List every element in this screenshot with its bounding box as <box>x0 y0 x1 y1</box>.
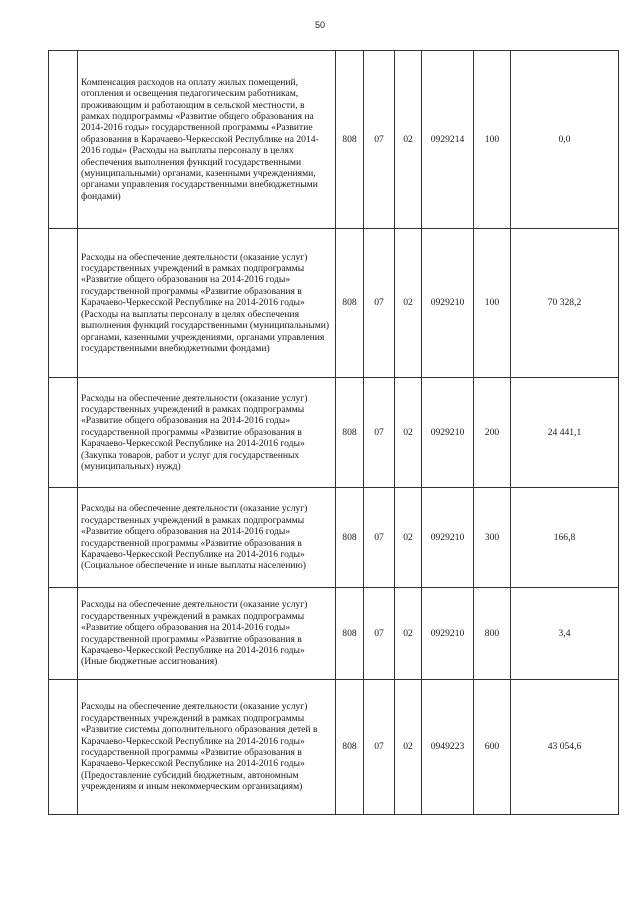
blank-cell <box>49 378 78 488</box>
table-row <box>49 378 619 488</box>
target-article-cell: 0929210 <box>422 229 474 378</box>
ministry-code-cell: 808 <box>336 378 364 488</box>
section-code-cell: 07 <box>364 680 395 815</box>
amount-cell: 3,4 <box>511 588 619 680</box>
section-code-cell: 07 <box>364 51 395 229</box>
ministry-code-cell: 808 <box>336 488 364 588</box>
expense-type-cell: 100 <box>474 51 511 229</box>
table-row <box>49 51 619 229</box>
section-code-cell: 07 <box>364 229 395 378</box>
ministry-code-cell: 808 <box>336 51 364 229</box>
description-cell: Расходы на обеспечение деятельности (оказание услуг) государственных учреждений в рамках подпрограммы «Развитие системы дополнительного образования детей в Карачаево-Черкесской Республике на 2014-2016 годы» государственной программы «Развитие образования в Карачаево-Черкесской Республике на 2014-2016 годы» (Предоставление субсидий бюджетным, автономным учреждениям и иным некоммерческим организациям) <box>78 680 336 815</box>
target-article-cell: 0929214 <box>422 51 474 229</box>
amount-cell: 0,0 <box>511 51 619 229</box>
expense-type-cell: 800 <box>474 588 511 680</box>
subsection-code-cell: 02 <box>395 229 422 378</box>
description-cell: Компенсация расходов на оплату жилых помещений, отопления и освещения педагогическим работникам, проживающим и работающим в сельской местности, в рамках подпрограммы «Развитие общего образования на 2014-2016 годы» государственной программы «Развитие образования в Карачаево-Черкесской Республике на 2014-2016 годы» (Расходы на выплаты персоналу в целях обеспечения выполнения функций государственными (муниципальными) органами, казенными учреждениями, органами управления государственными внебюджетными фондами) <box>78 51 336 229</box>
section-code-cell: 07 <box>364 588 395 680</box>
budget-table <box>48 50 619 815</box>
blank-cell <box>49 488 78 588</box>
description-cell: Расходы на обеспечение деятельности (оказание услуг) государственных учреждений в рамках подпрограммы «Развитие общего образования на 2014-2016 годы» государственной программы «Развитие образования в Карачаево-Черкесской Республике на 2014-2016 годы» (Иные бюджетные ассигнования) <box>78 588 336 680</box>
expense-type-cell: 200 <box>474 378 511 488</box>
ministry-code-cell: 808 <box>336 588 364 680</box>
blank-cell <box>49 51 78 229</box>
subsection-code-cell: 02 <box>395 488 422 588</box>
description-cell: Расходы на обеспечение деятельности (оказание услуг) государственных учреждений в рамках подпрограммы «Развитие общего образования на 2014-2016 годы» государственной программы «Развитие образования в Карачаево-Черкесской Республике на 2014-2016 годы» (Закупка товаров, работ и услуг для государственных (муниципальных) нужд) <box>78 378 336 488</box>
table-row <box>49 588 619 680</box>
subsection-code-cell: 02 <box>395 588 422 680</box>
subsection-code-cell: 02 <box>395 680 422 815</box>
blank-cell <box>49 680 78 815</box>
page-number: 50 <box>314 20 325 30</box>
amount-cell: 43 054,6 <box>511 680 619 815</box>
expense-type-cell: 600 <box>474 680 511 815</box>
table-row <box>49 680 619 815</box>
table-row <box>49 488 619 588</box>
amount-cell: 166,8 <box>511 488 619 588</box>
expense-type-cell: 300 <box>474 488 511 588</box>
amount-cell: 70 328,2 <box>511 229 619 378</box>
target-article-cell: 0929210 <box>422 378 474 488</box>
description-cell: Расходы на обеспечение деятельности (оказание услуг) государственных учреждений в рамках подпрограммы «Развитие общего образования на 2014-2016 годы» государственной программы «Развитие образования в Карачаево-Черкесской Республике на 2014-2016 годы» (Расходы на выплаты персоналу в целях обеспечения выполнения функций государственными (муниципальными) органами, казенными учреждениями, органами управления государственными внебюджетными фондами) <box>78 229 336 378</box>
target-article-cell: 0929210 <box>422 488 474 588</box>
table-row <box>49 229 619 378</box>
ministry-code-cell: 808 <box>336 229 364 378</box>
expense-type-cell: 100 <box>474 229 511 378</box>
subsection-code-cell: 02 <box>395 51 422 229</box>
subsection-code-cell: 02 <box>395 378 422 488</box>
amount-cell: 24 441,1 <box>511 378 619 488</box>
target-article-cell: 0929210 <box>422 588 474 680</box>
description-cell: Расходы на обеспечение деятельности (оказание услуг) государственных учреждений в рамках подпрограммы «Развитие общего образования на 2014-2016 годы» государственной программы «Развитие образования в Карачаево-Черкесской Республике на 2014-2016 годы» (Социальное обеспечение и иные выплаты населению) <box>78 488 336 588</box>
ministry-code-cell: 808 <box>336 680 364 815</box>
section-code-cell: 07 <box>364 488 395 588</box>
section-code-cell: 07 <box>364 378 395 488</box>
blank-cell <box>49 588 78 680</box>
blank-cell <box>49 229 78 378</box>
target-article-cell: 0949223 <box>422 680 474 815</box>
